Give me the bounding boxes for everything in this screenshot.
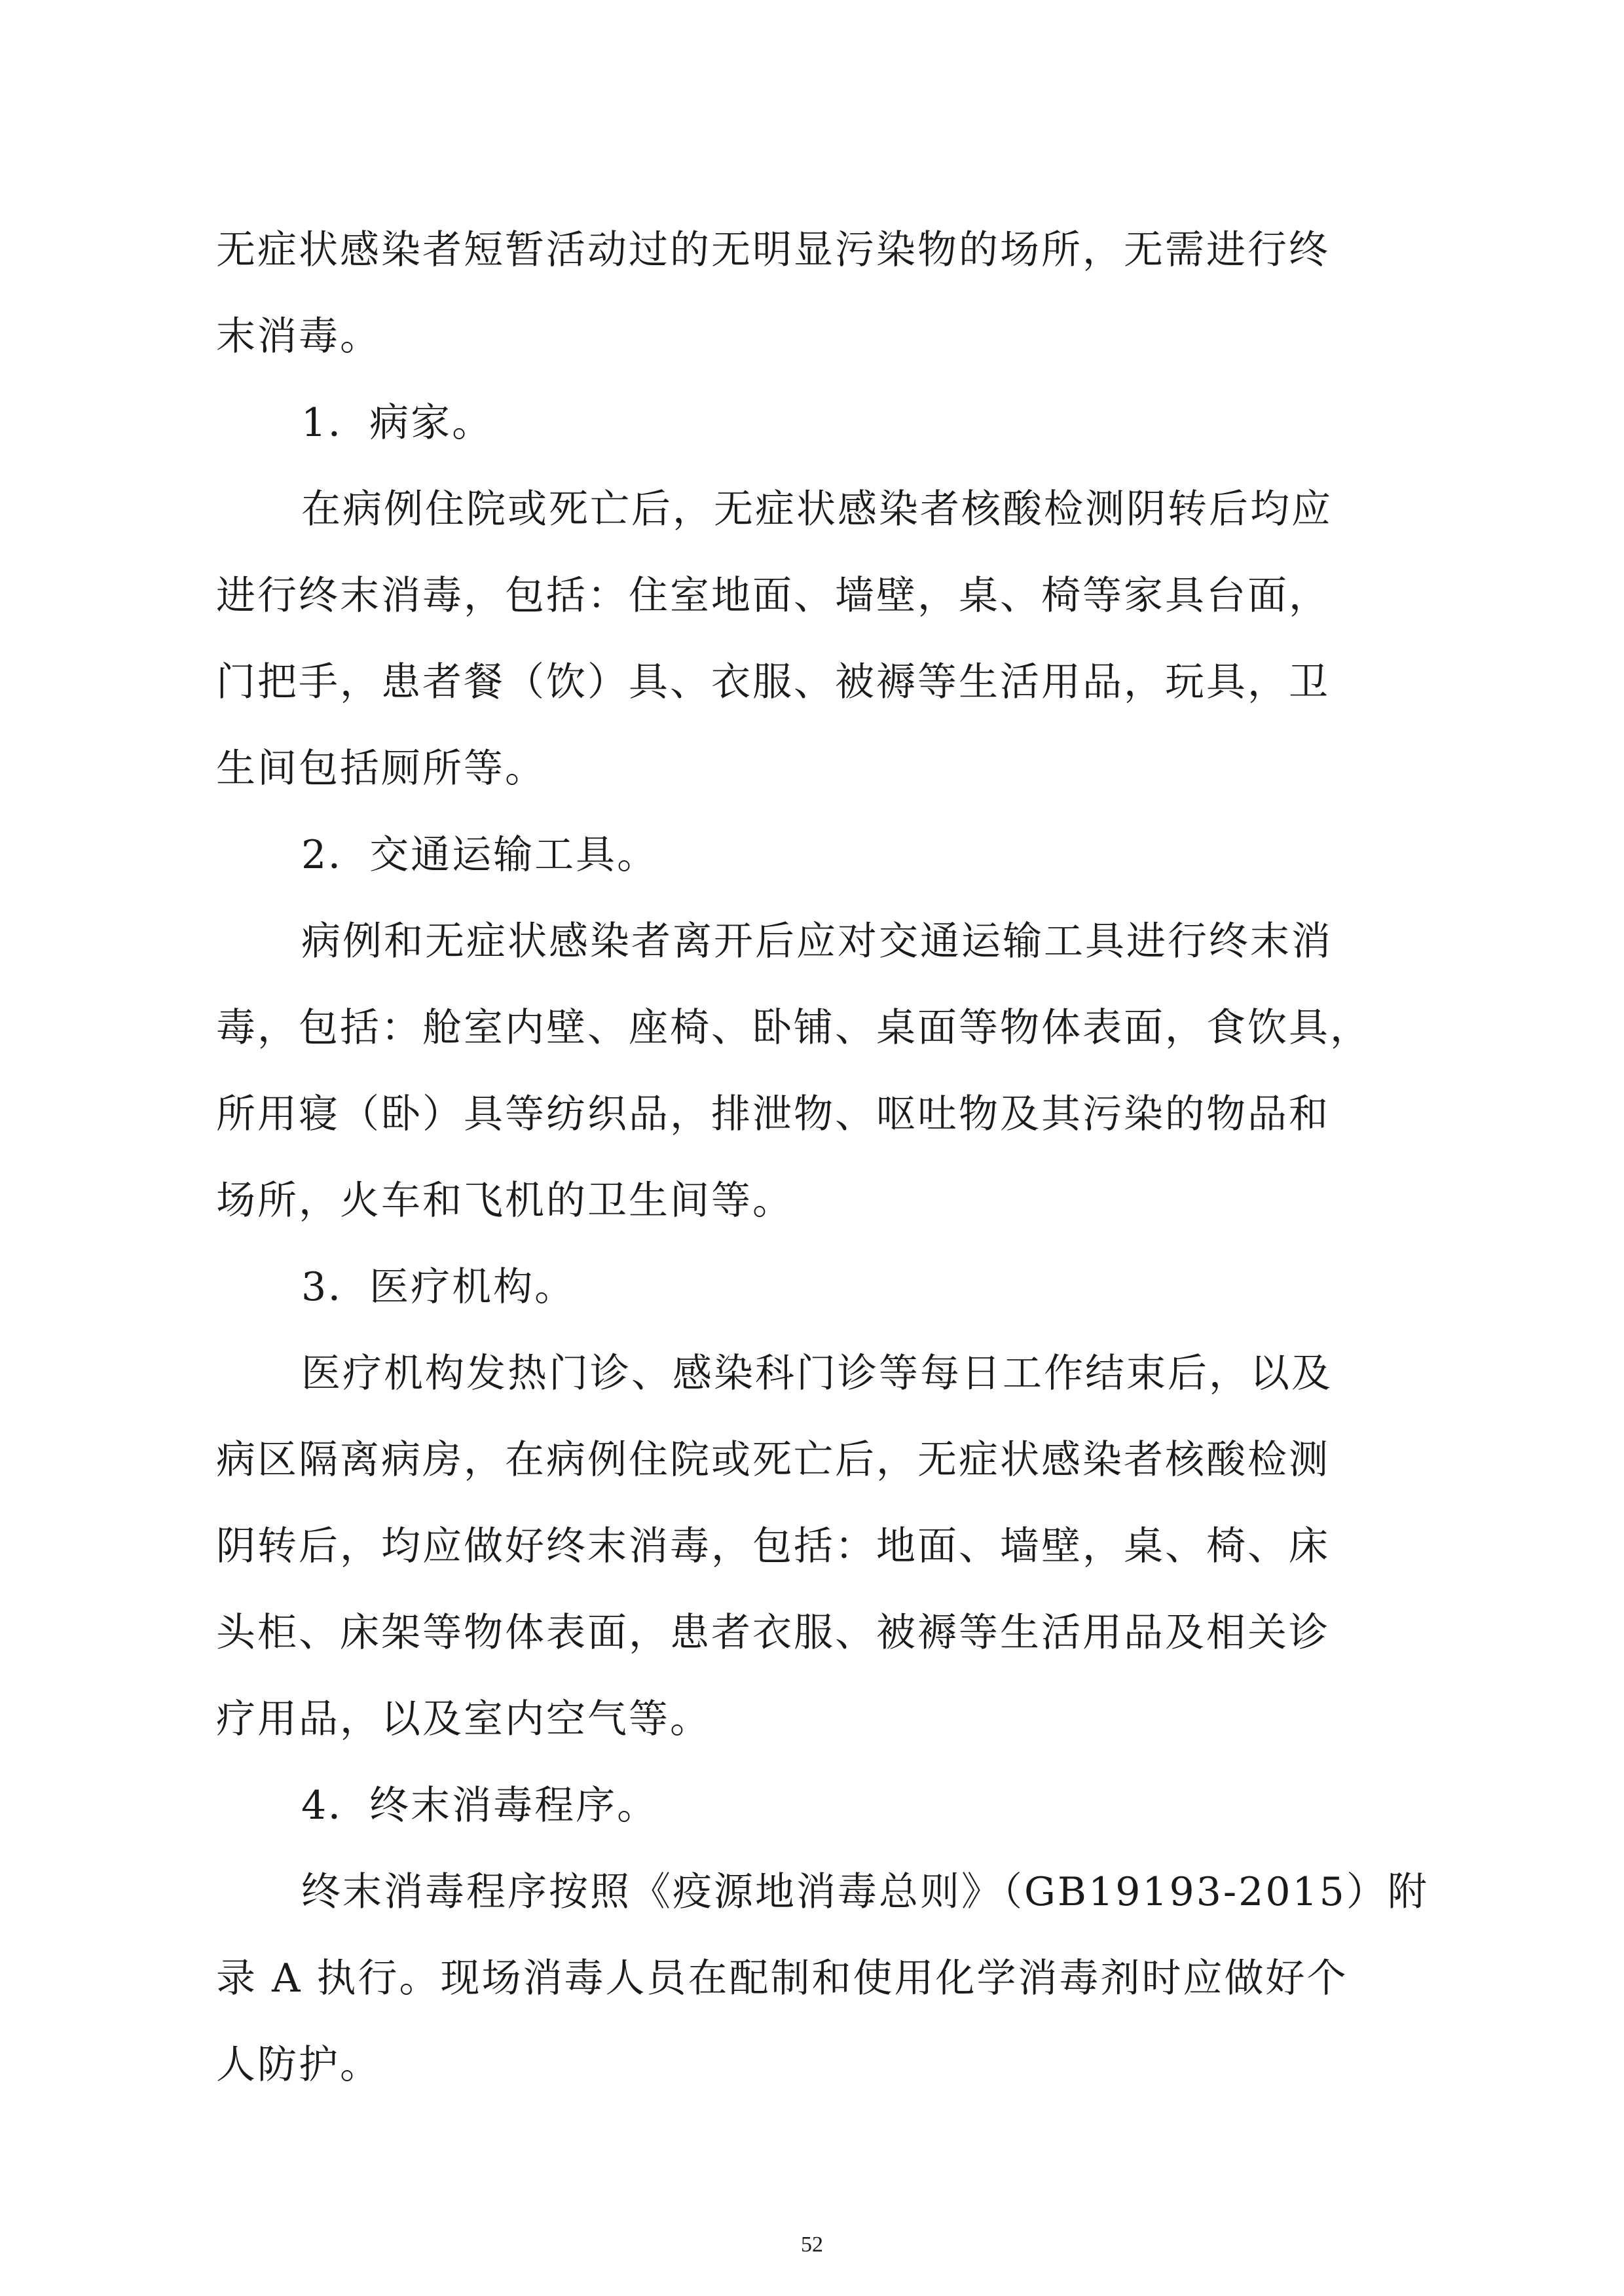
text-line: 所用寝（卧）具等纺织品，排泄物、呕吐物及其污染的物品和 (216, 1091, 1330, 1137)
text-line: 医疗机构发热门诊、感染科门诊等每日工作结束后，以及 (301, 1351, 1333, 1396)
section-heading-2: 2．交通运输工具。 (301, 832, 659, 878)
text-line: 生间包括厕所等。 (216, 746, 546, 792)
text-line: 头柜、床架等物体表面，患者衣服、被褥等生活用品及相关诊 (216, 1610, 1330, 1656)
text-line: 在病例住院或死亡后，无症状感染者核酸检测阴转后均应 (301, 486, 1333, 532)
section-heading-3: 3．医疗机构。 (301, 1264, 576, 1310)
text-line: 门把手，患者餐（饮）具、衣服、被褥等生活用品，玩具，卫 (216, 659, 1330, 705)
text-line: 无症状感染者短暂活动过的无明显污染物的场所，无需进行终 (216, 227, 1330, 273)
section-heading-4: 4．终末消毒程序。 (301, 1783, 659, 1829)
text-line: 疗用品，以及室内空气等。 (216, 1696, 711, 1742)
text-line: 进行终末消毒，包括：住室地面、墙壁，桌、椅等家具台面， (216, 573, 1330, 619)
text-line: 毒，包括：舱室内壁、座椅、卧铺、桌面等物体表面，食饮具， (216, 1005, 1371, 1051)
text-line: 病例和无症状感染者离开后应对交通运输工具进行终末消 (301, 919, 1333, 964)
text-line: 场所，火车和飞机的卫生间等。 (216, 1178, 794, 1224)
page-number: 52 (801, 2232, 823, 2257)
text-line: 终末消毒程序按照《疫源地消毒总则》（GB19193-2015）附 (301, 1869, 1429, 1915)
text-line: 末消毒。 (216, 314, 381, 359)
text-line: 病区隔离病房，在病例住院或死亡后，无症状感染者核酸检测 (216, 1437, 1330, 1483)
text-line: 录 A 执行。现场消毒人员在配制和使用化学消毒剂时应做好个 (216, 1956, 1348, 2001)
section-heading-1: 1．病家。 (301, 400, 494, 446)
text-line: 人防护。 (216, 2042, 381, 2088)
text-line: 阴转后，均应做好终末消毒，包括：地面、墙壁，桌、椅、床 (216, 1523, 1330, 1569)
